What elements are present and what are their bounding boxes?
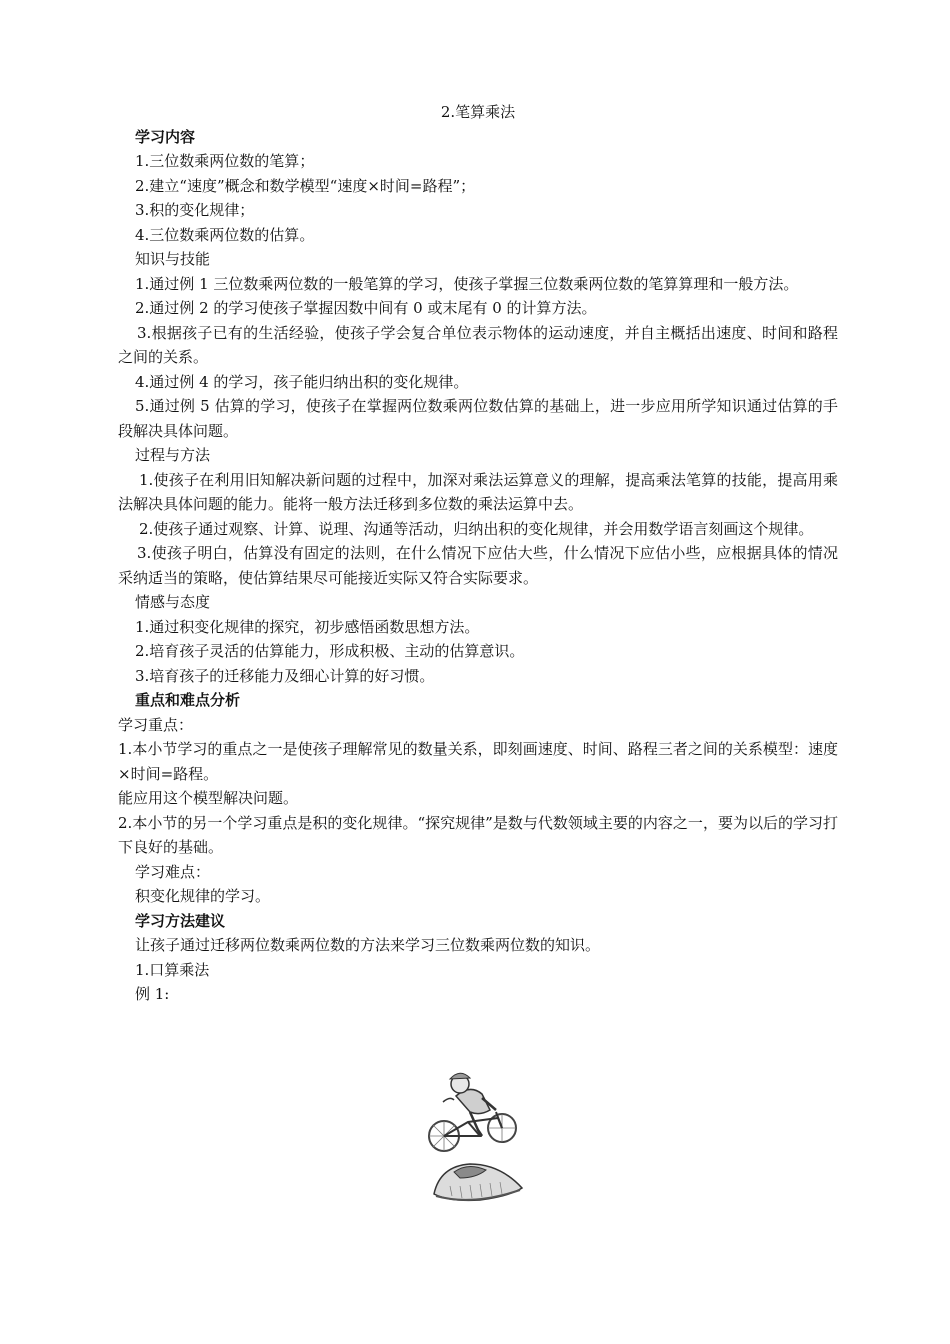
difficulty-label: 学习难点： (135, 862, 211, 881)
attitude-item: 2.培育孩子灵活的估算能力，形成积极、主动的估算意识。 (135, 642, 525, 660)
key-point: 能应用这个模型解决问题。 (118, 789, 299, 807)
section-heading-attitude: 情感与态度 (135, 593, 211, 611)
section-heading-knowledge: 知识与技能 (135, 250, 211, 268)
knowledge-item: 1.通过例 1 三位数乘两位数的一般笔算的学习，使孩子掌握三位数乘两位数的笔算算理和一般方法。 (135, 274, 799, 293)
section-heading-content: 学习内容 (135, 127, 196, 146)
knowledge-item: 5.通过例 5 估算的学习，使孩子在掌握两位数乘两位数估算的基础上，进一步应用所学知识通过估算的手段解决具体问题。 (118, 397, 838, 440)
key-point: 2.本小节的另一个学习重点是积的变化规律。“探究规律”是数与代数领域主要的内容之一，要为以后的学习打下良好的基础。 (118, 813, 838, 856)
example-label: 例 1: (135, 985, 170, 1003)
process-item: 2.使孩子通过观察、计算、说理、沟通等活动，归纳出积的变化规律，并会用数学语言刻画这个规律。 (139, 519, 814, 538)
example-illustration (420, 1066, 530, 1216)
section-heading-method: 学习方法建议 (135, 911, 226, 930)
knowledge-item: 2.通过例 2 的学习使孩子掌握因数中间有 0 或末尾有 0 的计算方法。 (135, 299, 597, 317)
content-item: 4.三位数乘两位数的估算。 (135, 225, 315, 244)
section-heading-process: 过程与方法 (135, 446, 211, 464)
knowledge-item: 3.根据孩子已有的生活经验，使孩子学会复合单位表示物体的运动速度，并自主概括出速度、时间和路程之间的关系。 (118, 323, 838, 366)
key-points-label: 学习重点： (118, 715, 194, 734)
difficulty-text: 积变化规律的学习。 (135, 887, 271, 905)
knowledge-item: 4.通过例 4 的学习，孩子能归纳出积的变化规律。 (135, 372, 469, 391)
method-text: 让孩子通过迁移两位数乘两位数的方法来学习三位数乘两位数的知识。 (135, 936, 601, 954)
content-item: 3.积的变化规律； (135, 201, 255, 219)
section-heading-key: 重点和难点分析 (135, 691, 241, 709)
cyclist-icon (420, 1066, 530, 1216)
key-point: 1.本小节学习的重点之一是使孩子理解常见的数量关系，即刻画速度、时间、路程三者之间的关系模型：速度×时间=路程。 (118, 740, 838, 783)
content-item: 2.建立“速度”概念和数学模型“速度×时间=路程”； (135, 176, 476, 195)
page-title: 2.笔算乘法 (440, 103, 516, 121)
content-item: 1.三位数乘两位数的笔算； (135, 152, 315, 170)
attitude-item: 3.培育孩子的迁移能力及细心计算的好习惯。 (135, 666, 435, 685)
document-page (118, 100, 838, 1007)
attitude-item: 1.通过积变化规律的探究，初步感悟函数思想方法。 (135, 617, 480, 636)
process-item: 3.使孩子明白，估算没有固定的法则，在什么情况下应估大些，什么情况下应估小些，应根据具体的情况采纳适当的策略，使估算结果尽可能接近实际又符合实际要求。 (118, 544, 838, 587)
process-item: 1.使孩子在利用旧知解决新问题的过程中，加深对乘法运算意义的理解，提高乘法笔算的技能，提高用乘法解决具体问题的能力。能将一般方法迁移到多位数的乘法运算中去。 (118, 470, 838, 513)
high-speed-train-icon (434, 1164, 522, 1200)
oral-heading: 1.口算乘法 (135, 960, 210, 979)
